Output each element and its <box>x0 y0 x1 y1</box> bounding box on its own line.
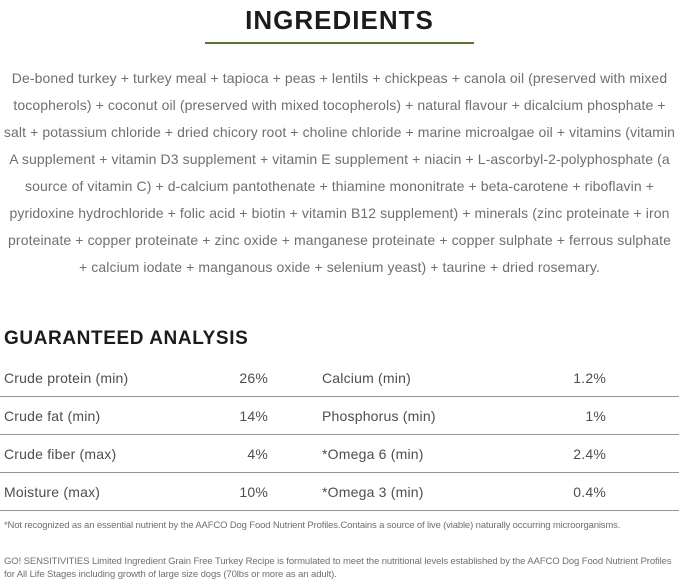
row-value-right: 1% <box>585 407 606 424</box>
row-value-right: 1.2% <box>573 369 606 386</box>
ingredients-title: INGREDIENTS <box>245 5 434 35</box>
guaranteed-analysis-section <box>0 329 679 579</box>
aafco-footnote: *Not recognized as an essential nutrient by the AAFCO Dog Food Nutrient Profiles.Contains a source of live (viable) naturally occurring microorganisms. <box>4 520 621 531</box>
table-row-moisture <box>0 473 679 511</box>
ingredients-text: De-boned turkey + turkey meal + tapioca + peas + lentils + chickpeas + canola oil (preserved with mixed tocopherols) + coconut oil (preserved with mixed tocopherols) + natural flavour + dicalcium phosphate + salt + potassium chloride + dried chicory root + choline chloride + marine microalgae oil + vitamins (vitamin A supplement + vitamin D3 supplement + vitamin E supplement + niacin + L-ascorbyl-2-polyphosphate (a source of vitamin C) + d-calcium pantothenate + thiamine mononitrate + beta-carotene + riboflavin + pyridoxine hydrochloride + folic acid + biotin + vitamin B12 supplement) + minerals (zinc proteinate + iron proteinate + copper proteinate + zinc oxide + manganese proteinate + copper sulphate + ferrous sulphate + calcium iodate + manganous oxide + selenium yeast) + taurine + dried rosemary. <box>3 70 676 275</box>
guaranteed-analysis-table <box>0 359 679 511</box>
row-value-left: 14% <box>239 407 268 424</box>
row-value-left: 10% <box>239 483 268 500</box>
row-value-left: 26% <box>239 369 268 386</box>
green-divider-rule <box>205 42 474 44</box>
ingredients-section <box>0 0 679 281</box>
row-label-right: *Omega 3 (min) <box>322 483 424 500</box>
row-label-right: Calcium (min) <box>322 369 411 386</box>
row-label-left: Crude fat (min) <box>4 407 101 424</box>
row-label-right: Phosphorus (min) <box>322 407 436 424</box>
row-value-right: 2.4% <box>573 445 606 462</box>
guaranteed-analysis-title: GUARANTEED ANALYSIS <box>4 328 249 349</box>
row-label-left: Crude protein (min) <box>4 369 129 386</box>
formulation-disclaimer: GO! SENSITIVITIES Limited Ingredient Grain Free Turkey Recipe is formulated to meet the nutritional levels established by the AAFCO Dog Food Nutrient Profiles for All Life Stages including growth of large size dogs (70lbs or more as an adult). <box>4 556 672 579</box>
table-row-crude-protein <box>0 359 679 397</box>
row-label-left: Crude fiber (max) <box>4 445 117 462</box>
row-value-right: 0.4% <box>573 483 606 500</box>
row-label-left: Moisture (max) <box>4 483 101 500</box>
row-label-right: *Omega 6 (min) <box>322 445 424 462</box>
table-row-crude-fat <box>0 397 679 435</box>
row-value-left: 4% <box>247 445 268 462</box>
table-row-crude-fiber <box>0 435 679 473</box>
